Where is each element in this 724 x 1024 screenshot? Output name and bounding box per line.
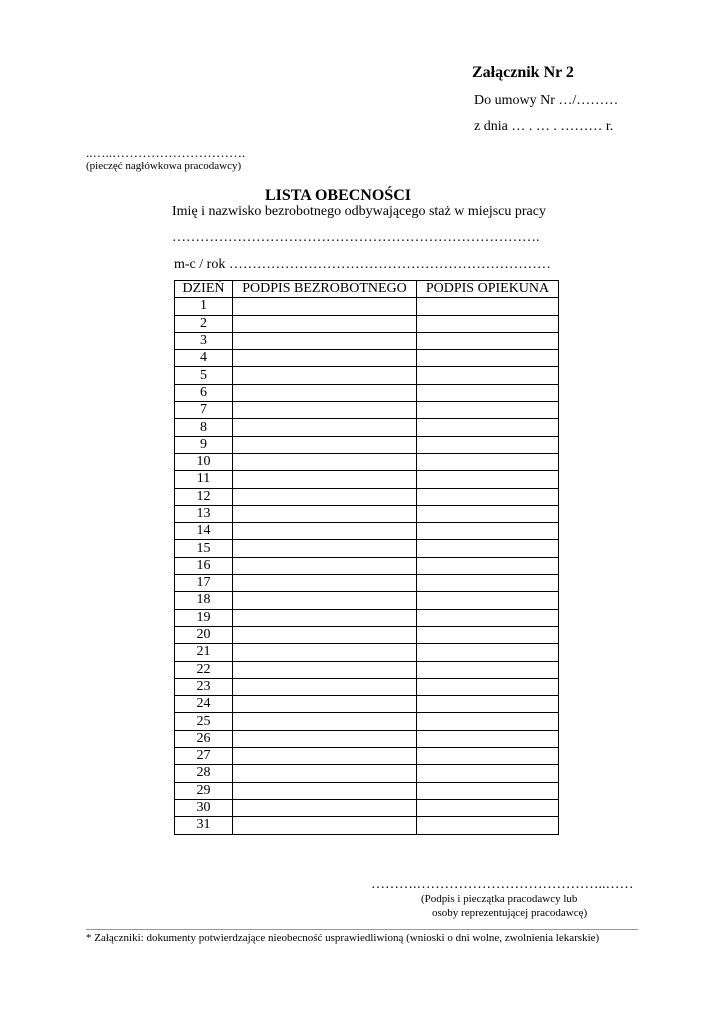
intern-signature-cell[interactable]	[233, 419, 417, 436]
table-row	[175, 765, 559, 782]
supervisor-signature-cell[interactable]	[417, 436, 559, 453]
intern-signature-cell[interactable]	[233, 332, 417, 349]
day-number: 16	[175, 557, 233, 574]
employer-signature-label-line1: (Podpis i pieczątka pracodawcy lub	[421, 893, 578, 905]
table-row	[175, 402, 559, 419]
table-row	[175, 592, 559, 609]
day-number: 2	[175, 315, 233, 332]
table-row	[175, 817, 559, 834]
table-row	[175, 298, 559, 315]
supervisor-signature-cell[interactable]	[417, 471, 559, 488]
intern-name-label: Imię i nazwisko bezrobotnego odbywającego staż w miejscu pracy	[172, 204, 546, 219]
day-number: 14	[175, 523, 233, 540]
supervisor-signature-cell[interactable]	[417, 540, 559, 557]
intern-signature-cell[interactable]	[233, 540, 417, 557]
intern-signature-cell[interactable]	[233, 592, 417, 609]
supervisor-signature-cell[interactable]	[417, 332, 559, 349]
contract-number-line: Do umowy Nr …/………	[474, 93, 619, 108]
intern-signature-cell[interactable]	[233, 609, 417, 626]
day-number: 6	[175, 384, 233, 401]
table-row	[175, 505, 559, 522]
supervisor-signature-cell[interactable]	[417, 730, 559, 747]
table-row	[175, 644, 559, 661]
table-row	[175, 471, 559, 488]
table-row	[175, 782, 559, 799]
day-number: 27	[175, 748, 233, 765]
day-number: 21	[175, 644, 233, 661]
day-number: 23	[175, 678, 233, 695]
intern-signature-cell[interactable]	[233, 402, 417, 419]
table-row	[175, 315, 559, 332]
supervisor-signature-cell[interactable]	[417, 626, 559, 643]
intern-signature-cell[interactable]	[233, 799, 417, 816]
table-row	[175, 540, 559, 557]
supervisor-signature-cell[interactable]	[417, 367, 559, 384]
attendance-table	[174, 280, 559, 835]
supervisor-signature-cell[interactable]	[417, 644, 559, 661]
supervisor-signature-cell[interactable]	[417, 782, 559, 799]
day-number: 13	[175, 505, 233, 522]
day-number: 15	[175, 540, 233, 557]
day-number: 29	[175, 782, 233, 799]
supervisor-signature-cell[interactable]	[417, 678, 559, 695]
document-title: LISTA OBECNOŚCI	[265, 187, 411, 204]
intern-signature-cell[interactable]	[233, 782, 417, 799]
table-row	[175, 350, 559, 367]
day-number: 3	[175, 332, 233, 349]
supervisor-signature-cell[interactable]	[417, 315, 559, 332]
supervisor-signature-cell[interactable]	[417, 523, 559, 540]
supervisor-signature-cell[interactable]	[417, 488, 559, 505]
footnote: * Załączniki: dokumenty potwierdzające nieobecność usprawiedliwioną (wnioski o dni wolne, zwolnienia lekarskie)	[86, 932, 600, 944]
intern-signature-cell[interactable]	[233, 298, 417, 315]
column-header-supervisor-signature: PODPIS OPIEKUNA	[417, 281, 559, 298]
table-row	[175, 713, 559, 730]
intern-name-placeholder: …………………………………………………………………….	[172, 230, 540, 245]
supervisor-signature-cell[interactable]	[417, 592, 559, 609]
employer-signature-placeholder: ……….…………………………………..……	[371, 877, 634, 892]
intern-signature-cell[interactable]	[233, 575, 417, 592]
day-number: 1	[175, 298, 233, 315]
intern-signature-cell[interactable]	[233, 765, 417, 782]
supervisor-signature-cell[interactable]	[417, 609, 559, 626]
column-header-intern-signature: PODPIS BEZROBOTNEGO	[233, 281, 417, 298]
supervisor-signature-cell[interactable]	[417, 419, 559, 436]
day-number: 12	[175, 488, 233, 505]
table-row	[175, 626, 559, 643]
intern-signature-cell[interactable]	[233, 488, 417, 505]
contract-date-line: z dnia … . … . ……… r.	[474, 119, 614, 134]
intern-signature-cell[interactable]	[233, 678, 417, 695]
intern-signature-cell[interactable]	[233, 384, 417, 401]
supervisor-signature-cell[interactable]	[417, 453, 559, 470]
intern-signature-cell[interactable]	[233, 696, 417, 713]
intern-signature-cell[interactable]	[233, 350, 417, 367]
intern-signature-cell[interactable]	[233, 713, 417, 730]
intern-signature-cell[interactable]	[233, 453, 417, 470]
intern-signature-cell[interactable]	[233, 661, 417, 678]
day-number: 22	[175, 661, 233, 678]
table-row	[175, 488, 559, 505]
day-number: 8	[175, 419, 233, 436]
intern-signature-cell[interactable]	[233, 557, 417, 574]
table-row	[175, 523, 559, 540]
day-number: 26	[175, 730, 233, 747]
employer-signature-label-line2: osoby reprezentującej pracodawcę)	[432, 907, 588, 919]
day-number: 20	[175, 626, 233, 643]
intern-signature-cell[interactable]	[233, 367, 417, 384]
intern-signature-cell[interactable]	[233, 505, 417, 522]
supervisor-signature-cell[interactable]	[417, 350, 559, 367]
day-number: 19	[175, 609, 233, 626]
supervisor-signature-cell[interactable]	[417, 298, 559, 315]
day-number: 24	[175, 696, 233, 713]
annex-title: Załącznik Nr 2	[472, 64, 574, 81]
table-row	[175, 748, 559, 765]
table-row	[175, 557, 559, 574]
table-row	[175, 453, 559, 470]
month-year-line: m-c / rok ……………………………………………………………	[174, 257, 551, 272]
supervisor-signature-cell[interactable]	[417, 575, 559, 592]
day-number: 4	[175, 350, 233, 367]
day-number: 31	[175, 817, 233, 834]
supervisor-signature-cell[interactable]	[417, 765, 559, 782]
day-number: 30	[175, 799, 233, 816]
intern-signature-cell[interactable]	[233, 748, 417, 765]
column-header-day: DZIEŃ	[175, 281, 233, 298]
supervisor-signature-cell[interactable]	[417, 817, 559, 834]
supervisor-signature-cell[interactable]	[417, 661, 559, 678]
day-number: 25	[175, 713, 233, 730]
intern-signature-cell[interactable]	[233, 315, 417, 332]
intern-signature-cell[interactable]	[233, 730, 417, 747]
table-row	[175, 661, 559, 678]
table-row	[175, 696, 559, 713]
table-row	[175, 799, 559, 816]
supervisor-signature-cell[interactable]	[417, 748, 559, 765]
intern-signature-cell[interactable]	[233, 471, 417, 488]
day-number: 7	[175, 402, 233, 419]
day-number: 10	[175, 453, 233, 470]
intern-signature-cell[interactable]	[233, 817, 417, 834]
table-row	[175, 436, 559, 453]
supervisor-signature-cell[interactable]	[417, 696, 559, 713]
employer-stamp-label: (pieczęć nagłówkowa pracodawcy)	[86, 160, 242, 172]
day-number: 11	[175, 471, 233, 488]
day-number: 17	[175, 575, 233, 592]
table-row	[175, 730, 559, 747]
day-number: 5	[175, 367, 233, 384]
employer-stamp-placeholder: ..…..………………………….	[86, 145, 246, 160]
table-row	[175, 384, 559, 401]
supervisor-signature-cell[interactable]	[417, 799, 559, 816]
supervisor-signature-cell[interactable]	[417, 713, 559, 730]
supervisor-signature-cell[interactable]	[417, 557, 559, 574]
table-header-row	[175, 281, 559, 298]
footnote-divider	[86, 929, 638, 930]
supervisor-signature-cell[interactable]	[417, 402, 559, 419]
table-row	[175, 332, 559, 349]
intern-signature-cell[interactable]	[233, 644, 417, 661]
table-row	[175, 367, 559, 384]
supervisor-signature-cell[interactable]	[417, 384, 559, 401]
table-row	[175, 609, 559, 626]
day-number: 9	[175, 436, 233, 453]
day-number: 28	[175, 765, 233, 782]
table-row	[175, 419, 559, 436]
day-number: 18	[175, 592, 233, 609]
table-row	[175, 575, 559, 592]
intern-signature-cell[interactable]	[233, 626, 417, 643]
table-row	[175, 678, 559, 695]
intern-signature-cell[interactable]	[233, 523, 417, 540]
intern-signature-cell[interactable]	[233, 436, 417, 453]
supervisor-signature-cell[interactable]	[417, 505, 559, 522]
